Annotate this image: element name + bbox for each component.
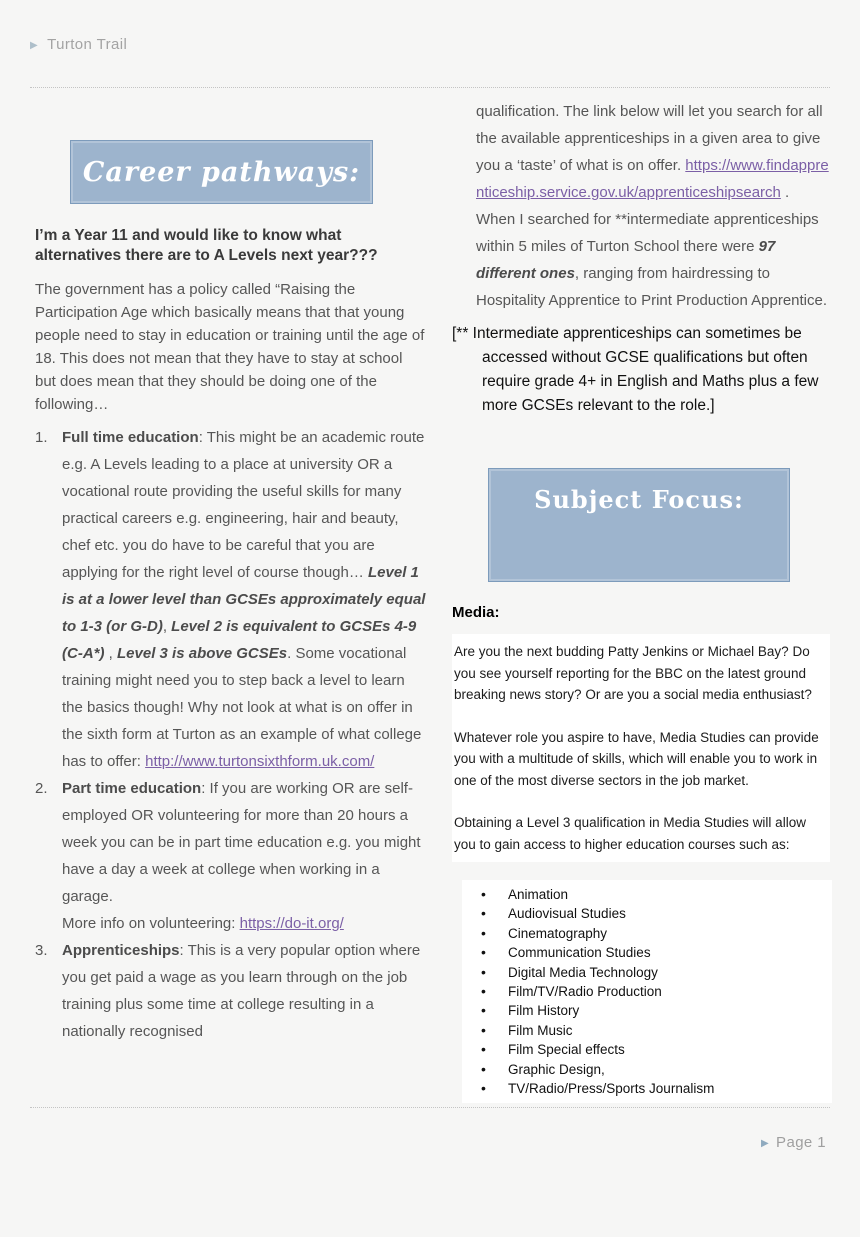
do-it-link[interactable]: https://do-it.org/ (239, 915, 344, 932)
header-divider (30, 87, 830, 88)
item-emphasis: Level 3 is above GCSEs (117, 645, 288, 662)
apprenticeships-continued-paragraph (452, 98, 832, 314)
item-text: : This is a very popular option where you get paid a wage as you learn through on the job training plus some time at college resulting in a nationally recognised (62, 942, 421, 1040)
career-pathways-banner (70, 140, 373, 204)
course-item: • Cinematography (462, 924, 832, 943)
course-item: • Animation (462, 885, 832, 904)
intro-paragraph: The government has a policy called “Raising the Participation Age which basically means that that young people need to stay in education or training until the age of 18. This does not mean that they have to stay at school but does mean that they should be doing one of the following… (35, 281, 425, 413)
media-paragraph: Obtaining a Level 3 qualification in Media Studies will allow you to gain access to higher education courses such as: (454, 815, 806, 852)
course-item: • Audiovisual Studies (462, 904, 832, 923)
list-item-apprenticeships (35, 937, 427, 1045)
media-description-block (452, 634, 830, 862)
right-column (452, 98, 832, 1103)
page-footer (761, 1134, 826, 1151)
subject-focus-banner (488, 468, 790, 582)
item-title: Part time education (62, 780, 202, 797)
course-item: • Film Special effects (462, 1040, 832, 1059)
item-text: . Some vocational training might need you to step back a level to learn the basics though! Why not look at what is on offer in the sixth form at Turton as an example of what college has to offer: (62, 645, 422, 770)
item-number: 2. (35, 780, 48, 797)
item-text: , (162, 618, 172, 635)
paragraph-emphasis: 97 different ones (476, 238, 776, 282)
item-emphasis: Level 2 is equivalent to GCSEs 4-9 (C-A*) (62, 618, 417, 662)
item-emphasis: Level 1 is at a lower level than GCSEs approximately equal to 1-3 (or G-D) (62, 564, 426, 635)
course-item: • Film/TV/Radio Production (462, 982, 832, 1001)
paragraph-text: . When I searched for **intermediate apprenticeships within 5 miles of Turton School there were (476, 184, 819, 255)
course-item: • Graphic Design, (462, 1060, 832, 1079)
question-heading: I’m a Year 11 and would like to know what alternatives there are to A Levels next year??? (35, 227, 378, 264)
media-heading: Media: (452, 604, 500, 621)
triangle-right-icon: ▶ (760, 1138, 770, 1149)
triangle-right-icon: ▶ (30, 40, 39, 51)
course-item: • Film History (462, 1001, 832, 1020)
item-text: : This might be an academic route e.g. A Levels leading to a place at university OR a vocational route providing the useful skills for many practical careers e.g. engineering, hair and beauty, chef etc. you do have to be careful that you are applying for the right level of course though… (62, 429, 425, 581)
media-paragraph: Are you the next budding Patty Jenkins or Michael Bay? Do you see yourself reporting for the BBC on the latest ground breaking news story? Or are you a social media enthusiast? (454, 644, 812, 702)
left-column (35, 105, 427, 1045)
options-numbered-list (35, 424, 427, 1045)
course-item: • Communication Studies (462, 943, 832, 962)
item-number: 1. (35, 429, 48, 446)
paragraph-text: , ranging from hairdressing to Hospitality Apprentice to Print Production Apprentice. (476, 265, 828, 309)
course-item: • Digital Media Technology (462, 963, 832, 982)
item-text: More info on volunteering: (62, 915, 240, 932)
list-item-part-time-education (35, 775, 427, 937)
page-header (30, 36, 127, 53)
media-paragraph: Whatever role you aspire to have, Media Studies can provide you with a multitude of skills, which will enable you to work in one of the most diverse sectors in the job market. (454, 729, 819, 788)
media-courses-list (462, 885, 832, 1098)
career-pathways-banner-label: Career pathways: (82, 156, 361, 188)
page-title: Turton Trail (47, 36, 128, 53)
paragraph-text: qualification. The link below will let you search for all the available apprenticeships in a given area to give you a ‘taste’ of what is on offer. (476, 103, 823, 174)
page-number: Page 1 (776, 1134, 826, 1151)
subject-focus-banner-label: Subject Focus: (534, 485, 744, 514)
course-item: • Film Music (462, 1021, 832, 1040)
media-courses-block (462, 880, 832, 1103)
footer-divider (30, 1107, 830, 1108)
turton-sixthform-link[interactable]: http://www.turtonsixthform.uk.com/ (145, 753, 375, 770)
item-title: Full time education (62, 429, 199, 446)
course-item: • TV/Radio/Press/Sports Journalism (462, 1079, 832, 1098)
volunteering-line (62, 910, 427, 937)
item-title: Apprenticeships (62, 942, 180, 959)
item-text: : If you are working OR are self-employed OR volunteering for more than 20 hours a week you can be in part time education e.g. you might have a day a week at college when working in a garage. (62, 780, 421, 905)
item-text: , (104, 645, 118, 662)
item-number: 3. (35, 942, 48, 959)
intermediate-apprenticeships-note: [** Intermediate apprenticeships can sometimes be accessed without GCSE qualifications but often require grade 4+ in English and Maths plus a few more GCSEs relevant to the role.] (452, 325, 819, 414)
find-apprenticeship-link[interactable]: https://www.findapprenticeship.service.gov.uk/apprenticeshipsearch (476, 157, 829, 201)
list-item-full-time-education (35, 424, 427, 775)
